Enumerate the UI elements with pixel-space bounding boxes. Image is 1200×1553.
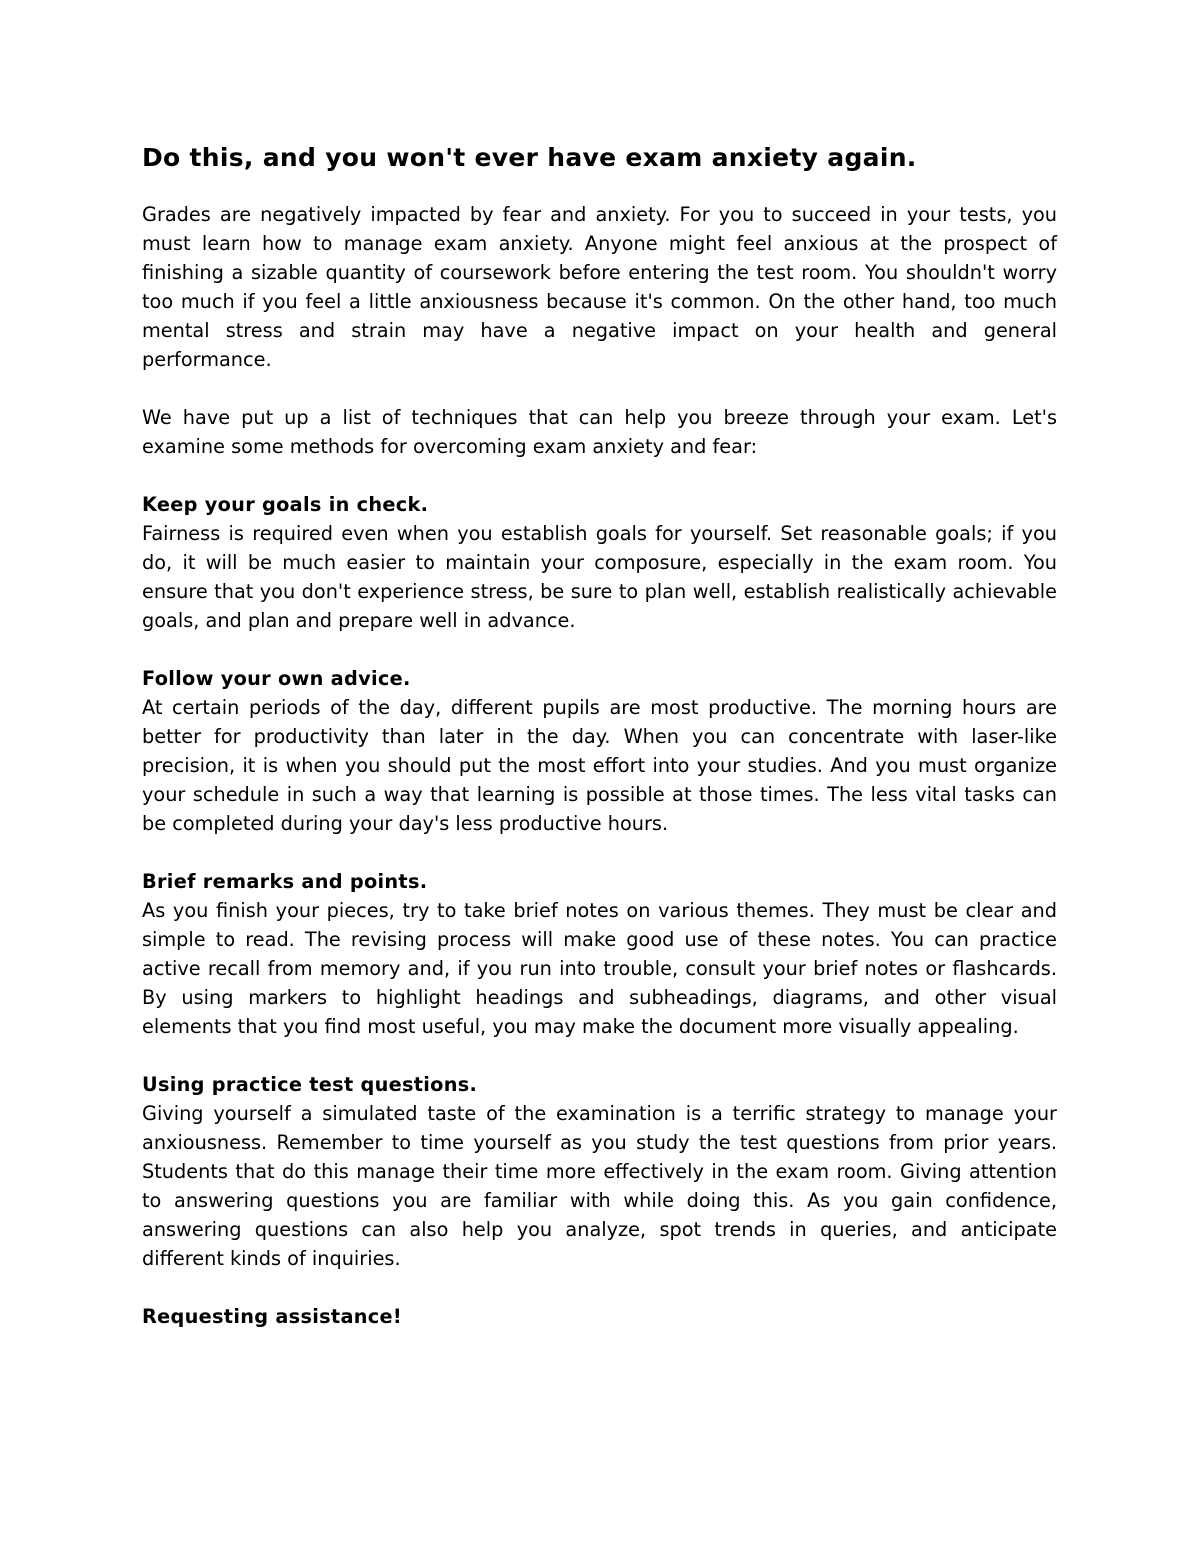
document-page — [142, 138, 1057, 1360]
section-body: At certain periods of the day, different pupils are most productive. The morning hours are better for productivity than later in the day. When you can concentrate with laser-like precision, it is when you should put the most effort into your studies. And you must organize your schedule in such a way that learning is possible at those times. The less vital tasks can be completed during your day's less productive hours. — [142, 696, 1057, 835]
section-goals — [142, 490, 1057, 635]
section-heading: Using practice test questions. — [142, 1073, 478, 1096]
section-body: As you finish your pieces, try to take brief notes on various themes. They must be clear and simple to read. The revising process will make good use of these notes. You can practice active recall from memory and, if you run into trouble, consult your brief notes or flashcards. By using markers to highlight headings and subheadings, diagrams, and other visual elements that you find most useful, you may make the document more visually appealing. — [142, 899, 1057, 1038]
section-practice-tests — [142, 1070, 1057, 1273]
section-brief-notes — [142, 867, 1057, 1041]
section-assistance — [142, 1302, 1057, 1331]
intro-paragraph: Grades are negatively impacted by fear and anxiety. For you to succeed in your tests, you must learn how to manage exam anxiety. Anyone might feel anxious at the prospect of finishing a sizable quantity of coursework before entering the test room. You shouldn't worry too much if you feel a little anxiousness because it's common. On the other hand, too much mental stress and strain may have a negative impact on your health and general performance. — [142, 203, 1057, 371]
section-heading: Brief remarks and points. — [142, 870, 428, 893]
section-body: Giving yourself a simulated taste of the examination is a terrific strategy to manage your anxiousness. Remember to time yourself as you study the test questions from prior years. Students that do this manage their time more effectively in the exam room. Giving attention to answering questions you are familiar with while doing this. As you gain confidence, answering questions can also help you analyze, spot trends in queries, and anticipate different kinds of inquiries. — [142, 1102, 1057, 1270]
section-heading: Follow your own advice. — [142, 667, 411, 690]
document-title: Do this, and you won't ever have exam anxiety again. — [142, 143, 917, 172]
intro-paragraph: We have put up a list of techniques that can help you breeze through your exam. Let's examine some methods for overcoming exam anxiety and fear: — [142, 406, 1057, 458]
section-heading: Requesting assistance! — [142, 1305, 402, 1328]
section-advice — [142, 664, 1057, 838]
section-heading: Keep your goals in check. — [142, 493, 429, 516]
section-body: Fairness is required even when you establish goals for yourself. Set reasonable goals; if you do, it will be much easier to maintain your composure, especially in the exam room. You ensure that you don't experience stress, be sure to plan well, establish realistically achievable goals, and plan and prepare well in advance. — [142, 522, 1057, 632]
